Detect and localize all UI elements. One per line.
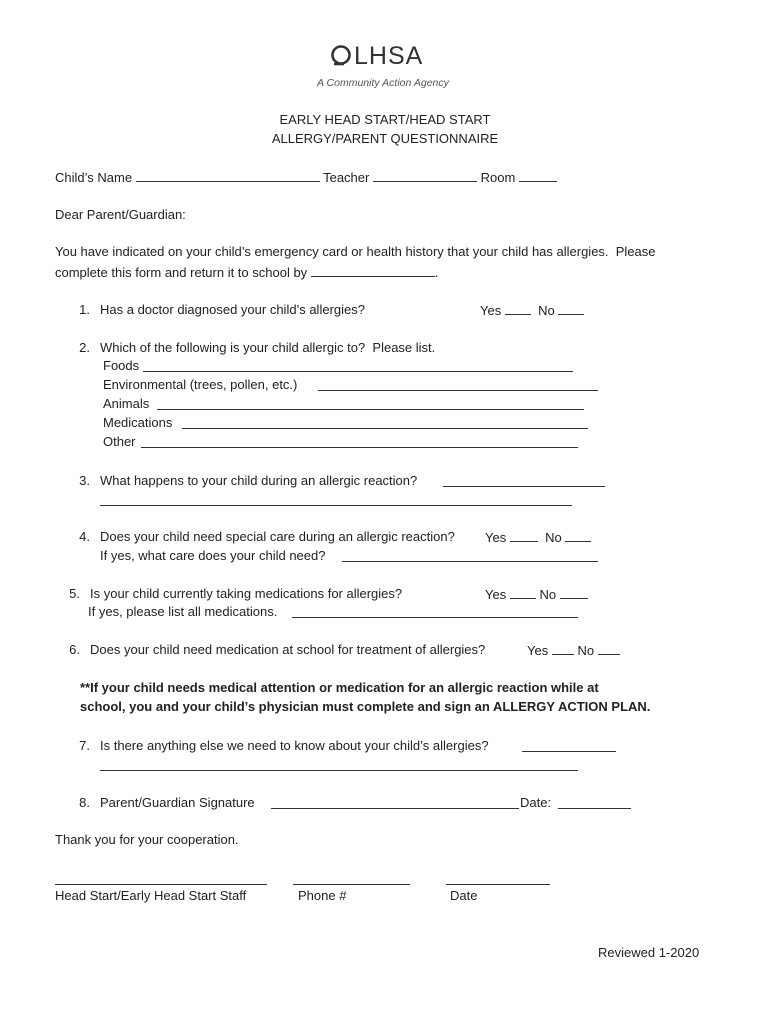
- q2-item-label: Animals: [103, 396, 150, 411]
- medications-field[interactable]: [182, 428, 588, 429]
- q4-no-field[interactable]: [565, 529, 591, 542]
- q6-number: 6.: [69, 642, 80, 657]
- child-name-field[interactable]: [136, 169, 320, 182]
- q4-yes-field[interactable]: [510, 529, 538, 542]
- q8-number: 8.: [79, 795, 90, 810]
- q5-yes-field[interactable]: [510, 586, 536, 599]
- logo-tagline: A Community Action Agency: [317, 77, 449, 89]
- staff-signature-label: Head Start/Early Head Start Staff: [55, 888, 247, 903]
- q1-no-label: No: [538, 303, 555, 318]
- q3-field-1[interactable]: [443, 486, 605, 487]
- q2-item-other: [103, 434, 136, 450]
- q5-no-label: No: [539, 587, 557, 602]
- q3-field-2[interactable]: [100, 505, 572, 506]
- allergy-plan-notice-line1: **If your child needs medical attention or medication for an allergic reaction while at: [80, 680, 599, 695]
- other-field[interactable]: [141, 447, 578, 448]
- q5-yes-label: Yes: [485, 587, 507, 602]
- q2-text: Which of the following is your child allergic to? Please list.: [100, 340, 436, 355]
- q8-text: Parent/Guardian Signature: [100, 795, 255, 810]
- form-title-line2: ALLERGY/PARENT QUESTIONNAIRE: [271, 131, 499, 146]
- intro-line2-row: [55, 264, 438, 281]
- q4-answer: [485, 529, 591, 546]
- foods-field[interactable]: [143, 371, 573, 372]
- closing-text: Thank you for your cooperation.: [55, 832, 239, 847]
- environmental-field[interactable]: [318, 390, 598, 391]
- q6-text: Does your child need medication at school for treatment of allergies?: [90, 642, 486, 657]
- q4-care-field[interactable]: [342, 561, 598, 562]
- q5-answer: [485, 586, 588, 603]
- q1-yes-label: Yes: [480, 303, 502, 318]
- q3-number: 3.: [79, 473, 90, 488]
- q2-item-medications: [103, 415, 172, 431]
- q6-yes-field[interactable]: [552, 642, 574, 655]
- form-title-line1: EARLY HEAD START/HEAD START: [279, 112, 491, 127]
- phone-label: Phone #: [298, 888, 347, 903]
- q7-text: Is there anything else we need to know about your child’s allergies?: [100, 738, 489, 753]
- q2-item-animals: [103, 396, 149, 412]
- lhsa-logo: [317, 42, 460, 94]
- q4-followup: If yes, what care does your child need?: [100, 548, 326, 563]
- logo-wordmark: LHSA: [354, 42, 424, 70]
- parent-signature-field[interactable]: [271, 808, 519, 809]
- q1-yes-field[interactable]: [505, 302, 531, 315]
- date-label: Date: [450, 888, 478, 903]
- q2-item-label: Foods: [103, 358, 140, 373]
- return-date-field[interactable]: [311, 264, 435, 277]
- q5-text: Is your child currently taking medications for allergies?: [90, 586, 403, 601]
- q8-date-label: Date:: [520, 795, 552, 810]
- phone-field[interactable]: [293, 884, 410, 885]
- child-name-row: [55, 169, 557, 186]
- q2-item-label: Environmental (trees, pollen, etc.): [103, 377, 298, 392]
- child-name-label: Child’s Name: [55, 170, 133, 185]
- q5-followup: If yes, please list all medications.: [88, 604, 278, 619]
- q1-number: 1.: [79, 302, 90, 317]
- lhsa-logo-mark-icon: [330, 44, 354, 68]
- salutation: Dear Parent/Guardian:: [55, 207, 186, 222]
- q4-no-label: No: [545, 530, 562, 545]
- q3-text: What happens to your child during an allergic reaction?: [100, 473, 418, 488]
- q5-no-field[interactable]: [560, 586, 588, 599]
- intro-line2: complete this form and return it to school by: [55, 265, 308, 280]
- intro-line1: You have indicated on your child’s emergency card or health history that your child has allergies. Please: [55, 244, 656, 259]
- room-field[interactable]: [519, 169, 557, 182]
- q7-number: 7.: [79, 738, 90, 753]
- q7-field-1[interactable]: [522, 751, 616, 752]
- q1-no-field[interactable]: [558, 302, 584, 315]
- q5-medications-field[interactable]: [292, 617, 578, 618]
- q1-answer: [480, 302, 584, 319]
- q2-item-foods: [103, 358, 139, 374]
- reviewed-date: Reviewed 1-2020: [598, 945, 700, 960]
- q6-no-label: No: [577, 643, 595, 658]
- date-field[interactable]: [446, 884, 550, 885]
- teacher-field[interactable]: [373, 169, 477, 182]
- q2-item-label: Other: [103, 434, 136, 449]
- q4-yes-label: Yes: [485, 530, 507, 545]
- staff-signature-field[interactable]: [55, 884, 267, 885]
- q2-number: 2.: [79, 340, 90, 355]
- intro-period: .: [434, 265, 439, 280]
- teacher-label: Teacher: [323, 170, 370, 185]
- q8-date-field[interactable]: [558, 808, 631, 809]
- q5-number: 5.: [69, 586, 80, 601]
- q6-no-field[interactable]: [598, 642, 620, 655]
- q4-text: Does your child need special care during an allergic reaction?: [100, 529, 455, 544]
- q1-text: Has a doctor diagnosed your child’s allergies?: [100, 302, 365, 317]
- q2-item-label: Medications: [103, 415, 173, 430]
- q6-answer: [527, 642, 620, 659]
- q4-number: 4.: [79, 529, 90, 544]
- room-label: Room: [480, 170, 516, 185]
- q2-item-environmental: [103, 377, 297, 393]
- q6-yes-label: Yes: [527, 643, 549, 658]
- allergy-plan-notice-line2: school, you and your child’s physician must complete and sign an ALLERGY ACTION PLAN.: [80, 699, 651, 714]
- q7-field-2[interactable]: [100, 770, 578, 771]
- animals-field[interactable]: [157, 409, 584, 410]
